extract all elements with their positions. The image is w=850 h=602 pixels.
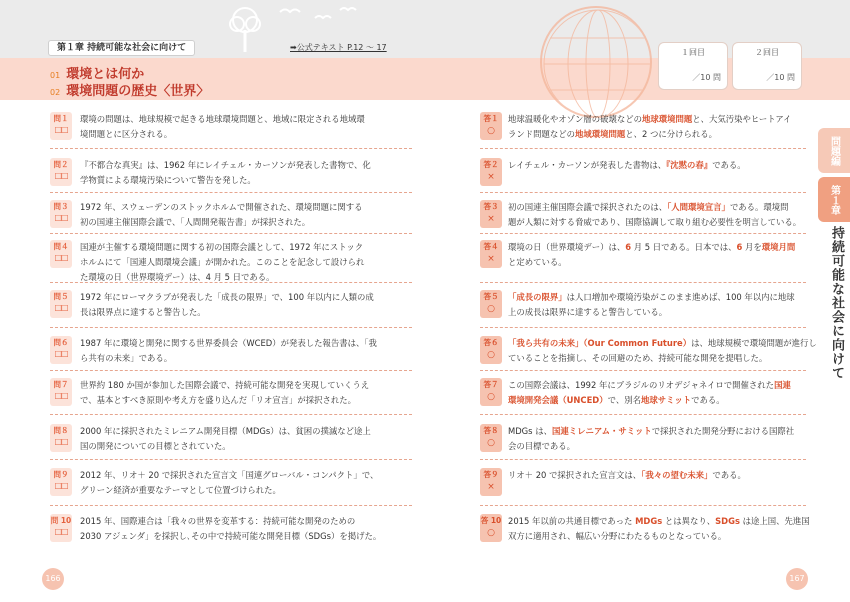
answer-text <box>508 514 810 544</box>
question-badge[interactable] <box>50 378 72 406</box>
question-badge[interactable] <box>50 424 72 452</box>
answer-keyword: 「我ら共有の未来」（Our Common Future） <box>508 338 692 348</box>
answer-text <box>508 468 746 483</box>
answer-text-part: レイチェル・カーソンが発表した書物は、 <box>508 160 667 170</box>
question-row <box>50 158 410 202</box>
answer-text-part: で採択された開発分野における国際社 会の目標である。 <box>508 426 795 451</box>
row-divider <box>480 459 806 460</box>
answer-keyword: SDGs <box>715 516 740 526</box>
row-divider <box>480 505 806 506</box>
chapter-label: 第１章 持続可能な社会に向けて <box>48 40 195 56</box>
question-label: 問１ <box>53 114 69 123</box>
row-divider <box>50 459 412 460</box>
checkbox-icon[interactable]: □□ <box>54 303 68 312</box>
row-divider <box>480 148 806 149</box>
answer-row <box>480 514 820 558</box>
question-label: 問２ <box>53 160 69 169</box>
score-box-count: ／10 問 <box>692 73 721 82</box>
answer-keyword: 地球サミット <box>640 395 692 405</box>
row-divider <box>480 327 806 328</box>
question-text: 1972 年にローマクラブが発表した「成長の限界」で、100 年以内に人類の成 長は限界点に達すると警告した。 <box>80 292 374 317</box>
question-text: 『不都合な真実』は、1962 年にレイチェル・カーソンが発表した書物で、化 学物質による環境汚染について警告を発した。 <box>80 160 371 185</box>
answer-text <box>508 336 817 366</box>
question-label: 問４ <box>53 242 69 251</box>
row-divider <box>480 370 806 371</box>
question-row <box>50 378 410 422</box>
answer-badge <box>480 290 502 318</box>
checkbox-icon[interactable]: □□ <box>54 481 68 490</box>
row-divider <box>480 414 806 415</box>
textbook-ref-link[interactable]: ➡公式テキスト P.12 ～ 17 <box>290 43 387 52</box>
checkbox-icon[interactable]: □□ <box>54 171 68 180</box>
question-badge[interactable] <box>50 200 72 228</box>
question-label: 問３ <box>53 202 69 211</box>
score-box-1[interactable] <box>658 42 728 90</box>
row-divider <box>50 370 412 371</box>
checkbox-icon[interactable]: □□ <box>54 437 68 446</box>
checkbox-icon[interactable]: □□ <box>54 253 68 262</box>
question-text: 国連が主催する環境問題に関する初の国際会議として、1972 年にストック ホルムにて「国連人間環境会議」が開かれた。このことを記念して設けられ た環境の日（世界環境デー）は、4 月 5 日である。 <box>80 242 365 282</box>
question-text: 世界約 180 か国が参加した国際会議で、持続可能な開発を実現していくうえ で、基本とすべき原則や考え方を盛り込んだ「リオ宣言」が採択された。 <box>80 380 370 405</box>
answer-text-part: で、別名 <box>607 395 641 405</box>
row-divider <box>50 192 412 193</box>
answer-label: 答 10 <box>480 516 502 525</box>
answer-row <box>480 240 820 284</box>
answer-text-part: は途上国、先進国 双方に適用され、幅広い分野にわたるものとなっている。 <box>508 516 810 541</box>
section-title-2-text: 環境問題の歴史〈世界〉 <box>66 84 210 99</box>
question-row <box>50 200 410 244</box>
question-badge[interactable] <box>50 514 72 542</box>
question-text: 1987 年に環境と開発に関する世界委員会（WCED）が発表した報告書は、「我 ら共有の未来」である。 <box>80 338 377 363</box>
answer-label: 答５ <box>483 292 499 301</box>
row-divider <box>480 192 806 193</box>
question-badge[interactable] <box>50 290 72 318</box>
question-text: 2000 年に採択されたミレニアム開発目標（MDGs）は、貧困の撲滅など途上 国の開発についての目標とされていた。 <box>80 426 371 451</box>
answer-label: 答７ <box>483 380 499 389</box>
answer-text-part: は、地球規模で環境問題が進行し ていることを指摘し、その回避のため、持続可能な開発を提唱した。 <box>508 338 817 363</box>
question-label: 問 10 <box>50 516 72 525</box>
answer-text-part: とは異なり、 <box>662 516 716 526</box>
checkbox-icon[interactable]: □□ <box>54 125 68 134</box>
answer-text-part: 月 5 日である。日本では、 <box>631 242 737 252</box>
answer-text <box>508 200 801 230</box>
answer-keyword: 6 <box>736 242 743 252</box>
answer-keyword: MDGs <box>635 516 663 526</box>
checkbox-icon[interactable]: □□ <box>54 213 68 222</box>
tab-problems[interactable]: 問題編 <box>818 128 850 173</box>
answer-text-part: 月を <box>742 242 762 252</box>
row-divider <box>50 327 412 328</box>
row-divider <box>50 148 412 149</box>
answer-text <box>508 290 795 320</box>
answer-label: 答４ <box>483 242 499 251</box>
answer-text-part: である。 <box>712 160 746 170</box>
answer-label: 答２ <box>483 160 499 169</box>
score-box-label: ２回目 <box>755 48 779 57</box>
question-text: 環境の問題は、地球規模で起きる地球環境問題と、地域に限定される地域環 境問題とに区分される。 <box>80 114 365 139</box>
row-divider <box>480 282 806 283</box>
birds-icon <box>270 4 360 38</box>
score-box-count: ／10 問 <box>766 73 795 82</box>
checkbox-icon[interactable]: □□ <box>54 391 68 400</box>
row-divider <box>50 282 412 283</box>
chapter-side-title: 持続可能な社会に向けて <box>829 226 844 380</box>
answer-mark-icon: × <box>487 254 495 264</box>
answer-text-part: 2015 年以前の共通目標であった <box>508 516 636 526</box>
answer-mark-icon: ○ <box>487 392 495 402</box>
answer-badge <box>480 468 502 496</box>
row-divider <box>480 233 806 234</box>
section-number-1: 01 <box>50 71 61 80</box>
answer-mark-icon: ○ <box>487 126 495 136</box>
question-label: 問９ <box>53 470 69 479</box>
answer-text-part: 初の国連主催国際会議で採択されたのは、 <box>508 202 668 212</box>
answer-keyword: 「我々の望む未来」 <box>641 470 713 480</box>
answer-text-part: と、大気汚染やヒートアイ ランド問題などの <box>508 114 792 139</box>
tree-icon <box>225 4 265 58</box>
question-row <box>50 240 410 284</box>
section-title-1-text: 環境とは何か <box>66 67 145 82</box>
answer-text-part: である。 <box>712 470 746 480</box>
answer-mark-icon: × <box>487 172 495 182</box>
question-label: 問６ <box>53 338 69 347</box>
page-number-right: 167 <box>786 568 808 590</box>
answer-text-part: である。 <box>691 395 725 405</box>
question-text: 1972 年、スウェーデンのストックホルムで開催された、環境問題に関する 初の国連主催国際会議で、「人間開発報告書」が採択された。 <box>80 202 363 227</box>
answer-row <box>480 200 820 244</box>
question-label: 問５ <box>53 292 69 301</box>
tab-chapter-1[interactable]: 第１章 <box>818 177 850 222</box>
question-badge[interactable] <box>50 112 72 140</box>
score-box-label: １回目 <box>681 48 705 57</box>
answer-text <box>508 424 794 454</box>
answer-row <box>480 336 820 380</box>
checkbox-icon[interactable]: □□ <box>54 349 68 358</box>
question-label: 問８ <box>53 426 69 435</box>
answer-mark-icon: ○ <box>487 304 495 314</box>
section-title-2 <box>50 80 209 99</box>
answer-text-part: と、2 つに分けられる。 <box>625 129 717 139</box>
answer-keyword: 地域環境問題 <box>575 129 626 139</box>
answer-text-part: この国際会議は、1992 年にブラジルのリオデジャネイロで開催された <box>508 380 775 390</box>
answer-label: 答９ <box>483 470 499 479</box>
answer-badge <box>480 158 502 186</box>
question-badge[interactable] <box>50 468 72 496</box>
answer-label: 答１ <box>483 114 499 123</box>
score-box-2[interactable] <box>732 42 802 90</box>
answer-keyword: 6 <box>625 242 632 252</box>
answer-text-part: は人口増加や環境汚染がこのまま進めば、100 年以内に地球 上の成長は限界に達すると警告している。 <box>508 292 795 317</box>
answer-keyword: 国連 環境開発会議（UNCED） <box>508 380 791 405</box>
answer-row <box>480 112 820 156</box>
answer-badge <box>480 200 502 228</box>
answer-badge <box>480 240 502 268</box>
question-label: 問７ <box>53 380 69 389</box>
answer-badge <box>480 378 502 406</box>
answer-label: 答８ <box>483 426 499 435</box>
answer-row <box>480 378 820 422</box>
answer-mark-icon: ○ <box>487 350 495 360</box>
answer-row <box>480 424 820 468</box>
question-badge[interactable] <box>50 158 72 186</box>
answer-text <box>508 112 791 142</box>
question-row <box>50 336 410 380</box>
answer-keyword: 環境月間 <box>761 242 796 252</box>
answer-mark-icon: ○ <box>487 438 495 448</box>
answer-text-part: である。環境問 題が人類に対する脅威であり、国際協調して取り組む必要性を明言している。 <box>508 202 802 227</box>
section-number-2: 02 <box>50 88 61 97</box>
answer-row <box>480 158 820 202</box>
answer-label: 答３ <box>483 202 499 211</box>
answer-mark-icon: ○ <box>487 528 495 538</box>
question-text: 2015 年、国際連合は「我々の世界を変革する：持続可能な開発のための 2030 アジェンダ」を採択し､その中で持続可能な開発目標（SDGs）を掲げた。 <box>80 516 382 541</box>
answer-text <box>508 158 746 173</box>
page-number-left: 166 <box>42 568 64 590</box>
question-text: 2012 年、リオ＋ 20 で採択された宣言文「国連グローバル・コンパクト」で、 グリーン経済が重要なテーマとして位置づけられた。 <box>80 470 379 495</box>
answer-keyword: 国連ミレニアム・サミット <box>551 426 652 436</box>
answer-text-part: と定めている。 <box>508 257 567 267</box>
answer-mark-icon: × <box>487 214 495 224</box>
row-divider <box>50 233 412 234</box>
answer-text <box>508 240 795 270</box>
question-row <box>50 424 410 468</box>
question-badge[interactable] <box>50 240 72 268</box>
answer-label: 答６ <box>483 338 499 347</box>
answer-text-part: 地球温暖化やオゾン層の破壊などの <box>508 114 642 124</box>
answer-badge <box>480 514 502 542</box>
answer-keyword: 地球環境問題 <box>642 114 693 124</box>
answer-mark-icon: × <box>487 482 495 492</box>
answer-keyword: 『沈黙の春』 <box>666 160 713 170</box>
answer-badge <box>480 336 502 364</box>
answer-badge <box>480 112 502 140</box>
row-divider <box>50 505 412 506</box>
answer-text-part: MDGs は、 <box>508 426 552 436</box>
row-divider <box>50 414 412 415</box>
answer-text-part: 環境の日（世界環境デー）は、 <box>508 242 626 252</box>
question-row <box>50 112 410 156</box>
answer-text-part: リオ＋ 20 で採択された宣言文は、 <box>508 470 642 480</box>
answer-keyword: 「成長の限界」 <box>508 292 567 302</box>
answer-text <box>508 378 791 408</box>
checkbox-icon[interactable]: □□ <box>54 527 68 536</box>
globe-icon <box>540 6 652 118</box>
answer-badge <box>480 424 502 452</box>
question-row <box>50 514 410 558</box>
answer-keyword: 「人間環境宣言」 <box>667 202 730 212</box>
question-badge[interactable] <box>50 336 72 364</box>
